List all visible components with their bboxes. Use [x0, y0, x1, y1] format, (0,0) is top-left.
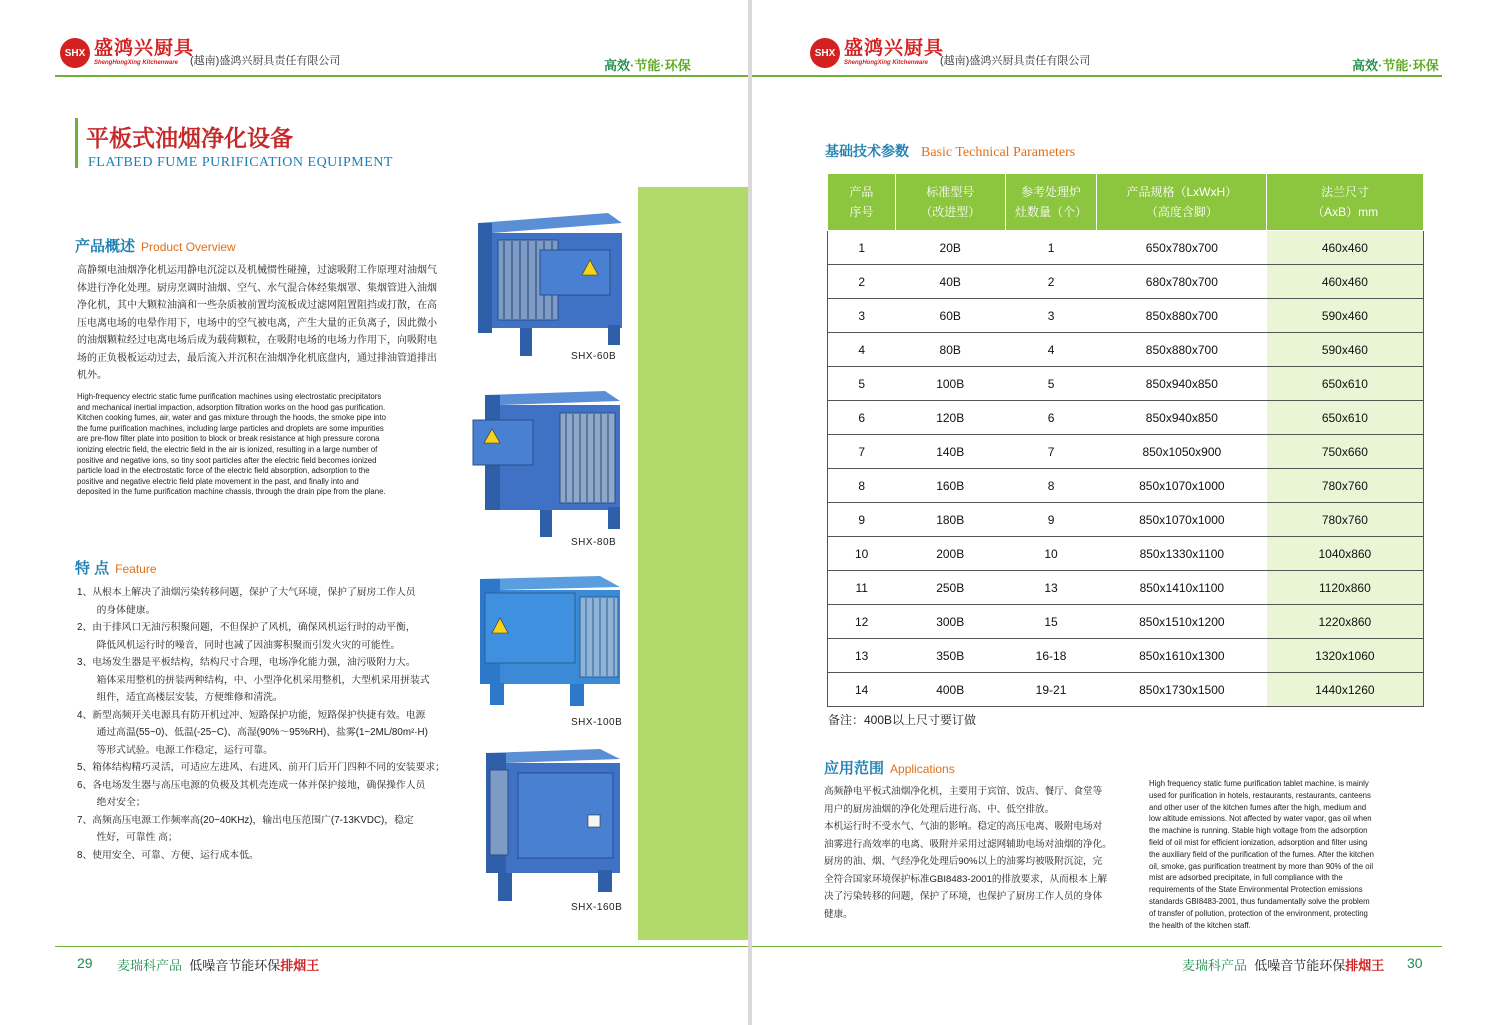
table-row — [828, 265, 1424, 299]
table-cell: 9 — [1005, 503, 1097, 537]
text-line: 的油烟颗粒经过电离电场后成为载荷颗粒，在吸附电场的电场力作用下，向吸附电 — [77, 335, 437, 346]
table-header-cell — [1005, 174, 1097, 231]
header-line: 序号 — [849, 205, 874, 219]
page-title: 平板式油烟净化设备 — [86, 125, 293, 151]
table-row — [828, 605, 1424, 639]
right-page — [752, 0, 1500, 1025]
table-cell: 5 — [828, 367, 896, 401]
table-cell: 1320x1060 — [1267, 639, 1424, 673]
table-cell: 9 — [828, 503, 896, 537]
overview-text-cn — [77, 262, 467, 385]
text-line: 6、各电场发生器与高压电源的负极及其机壳连成一体并保护接地，确保操作人员 — [77, 779, 426, 791]
table-row — [828, 469, 1424, 503]
text-line: field of oil mist for efficient ionization, adsorption and filter using — [1149, 837, 1368, 847]
table-cell: 14 — [828, 673, 896, 707]
page-subtitle: FLATBED FUME PURIFICATION EQUIPMENT — [88, 155, 393, 170]
page-number: 29 — [77, 955, 93, 971]
table-cell: 400B — [895, 673, 1005, 707]
table-cell: 650x780x700 — [1097, 231, 1267, 265]
table-row — [828, 367, 1424, 401]
table-cell: 13 — [1005, 571, 1097, 605]
slogan: 高效·节能·环保 — [1352, 58, 1439, 73]
table-row — [828, 231, 1424, 265]
text-line: used for purification in hotels, restaurants, restaurants, canteens — [1149, 790, 1371, 800]
table-header-cell — [828, 174, 896, 231]
table-cell: 6 — [1005, 401, 1097, 435]
brand-logo — [60, 38, 194, 68]
table-header-cell — [1097, 174, 1267, 231]
text-line: standards GBI8483-2001, thus fundamentally solve the problem — [1149, 896, 1370, 906]
table-cell: 650x610 — [1267, 401, 1424, 435]
footer-text: 麦瑞科产品 低噪音节能环保排烟王 — [1182, 958, 1385, 973]
footer-rule — [55, 946, 748, 947]
text-line: 场的正负极板运动过去，最后流入并沉积在油烟净化机底盘内，通过排油管道排出 — [77, 352, 437, 364]
text-line: 全符合国家环境保护标准GBI8483-2001的排放要求，从而根本上解 — [824, 873, 1108, 885]
table-cell: 850x1050x900 — [1097, 435, 1267, 469]
header-line: （高度含脚） — [1145, 205, 1218, 219]
table-cell: 6 — [828, 401, 896, 435]
table-cell: 750x660 — [1267, 435, 1424, 469]
table-cell: 590x460 — [1267, 333, 1424, 367]
table-cell: 12 — [828, 605, 896, 639]
text-line: 的身体健康。 — [77, 604, 156, 616]
table-header-cell — [895, 174, 1005, 231]
text-line: 2、由于排风口无油污积聚问题，不但保护了风机，确保风机运行时的动平衡， — [77, 622, 416, 633]
page-number: 30 — [1407, 955, 1423, 971]
applications-text-cn — [824, 783, 1142, 923]
table-row — [828, 435, 1424, 469]
text-line: Kitchen cooking fumes, air, water and gas mixture through the hoods, the smoke pipe into — [77, 413, 387, 423]
applications-text-en — [1149, 778, 1431, 931]
text-line: the auxiliary field of the purification of the fumes. After the kitchen — [1149, 849, 1374, 859]
table-cell: 4 — [1005, 333, 1097, 367]
table-row — [828, 673, 1424, 707]
text-line: 决了污染转移的问题，保护了环境，也保护了厨房工作人员的身体 — [824, 891, 1103, 902]
table-cell: 850x1070x1000 — [1097, 503, 1267, 537]
table-cell: 850x1070x1000 — [1097, 469, 1267, 503]
header-rule — [55, 75, 748, 77]
text-line: 厨房的油、烟、气经净化处理后90%以上的油雾均被吸附沉淀，完 — [824, 856, 1103, 867]
title-accent — [75, 118, 78, 168]
machine-shx-60b-image — [470, 205, 630, 360]
text-line: 性好，可靠性 高； — [77, 832, 178, 843]
table-cell: 10 — [828, 537, 896, 571]
table-cell: 8 — [828, 469, 896, 503]
text-line: 5、箱体结构精巧灵活，可适应左进风、右进风、前开门后开门四种不同的安装要求； — [77, 762, 445, 773]
text-line: of transfer of pollution, protection of the environment, protecting — [1149, 908, 1368, 918]
text-line: deposited in the fume purification machine chassis, through the drain pipe from the plane. — [77, 487, 386, 497]
table-cell: 680x780x700 — [1097, 265, 1267, 299]
table-cell: 100B — [895, 367, 1005, 401]
table-cell: 460x460 — [1267, 265, 1424, 299]
table-cell: 850x940x850 — [1097, 401, 1267, 435]
logo-mark-icon: SHX — [60, 38, 90, 68]
table-cell: 590x460 — [1267, 299, 1424, 333]
text-line: 7、高频高压电源工作频率高(20~40KHz)，输出电压范围广(7-13KVDC)，稳定 — [77, 814, 414, 826]
text-line: 等形式试验。电源工作稳定，运行可靠。 — [77, 744, 273, 756]
table-cell: 200B — [895, 537, 1005, 571]
machine-label: SHX-160B — [571, 902, 623, 913]
table-cell: 7 — [1005, 435, 1097, 469]
table-cell: 7 — [828, 435, 896, 469]
table-cell: 1440x1260 — [1267, 673, 1424, 707]
table-row — [828, 503, 1424, 537]
text-line: 3、电场发生器是平板结构，结构尺寸合理，电场净化能力强，油污吸附力大。 — [77, 657, 416, 668]
text-line: 高频静电平板式油烟净化机，主要用于宾馆、饭店、餐厅、食堂等 — [824, 786, 1103, 797]
text-line: 8、使用安全、可靠、方便、运行成本低。 — [77, 849, 259, 861]
green-accent-block — [638, 187, 748, 940]
table-cell: 4 — [828, 333, 896, 367]
text-line: the health of the kitchen staff. — [1149, 920, 1251, 930]
table-cell: 3 — [1005, 299, 1097, 333]
table-cell: 40B — [895, 265, 1005, 299]
text-line: 箱体采用整机的拼装两种结构，中、小型净化机采用整机，大型机采用拼装式 — [77, 674, 430, 686]
text-line: the machine is running. Stable high voltage from the adsorption — [1149, 826, 1368, 836]
table-cell: 850x1730x1500 — [1097, 673, 1267, 707]
machine-shx-100b-image — [470, 573, 630, 713]
text-line: the fume purification machines, including large particles and droplets are some impurities — [77, 423, 384, 433]
table-cell: 140B — [895, 435, 1005, 469]
logo-mark-icon: SHX — [810, 38, 840, 68]
header-line: 灶数量（个） — [1015, 205, 1088, 219]
text-line: 净化机，其中大颗粒油滴和一些杂质被前置均流板成过滤网阻置阻挡或打散，在高 — [77, 300, 437, 311]
machine-label: SHX-100B — [571, 717, 623, 728]
text-line: particle load in the electrostatic force of the electric field absorption, adsorption to the — [77, 466, 370, 476]
text-line: mist are adsorbed precipitate, in full compliance with the — [1149, 873, 1343, 883]
logo-en: ShengHongXing Kitchenware — [844, 60, 929, 66]
header-line: 参考处理炉 — [1021, 185, 1082, 199]
table-cell: 16-18 — [1005, 639, 1097, 673]
table-cell: 1220x860 — [1267, 605, 1424, 639]
overview-heading: 产品概述 Product Overview — [75, 238, 236, 255]
table-row — [828, 639, 1424, 673]
machine-label: SHX-60B — [571, 351, 617, 362]
table-cell: 3 — [828, 299, 896, 333]
table-header-cell — [1267, 174, 1424, 231]
table-cell: 19-21 — [1005, 673, 1097, 707]
table-cell: 1 — [828, 231, 896, 265]
table-cell: 850x1610x1300 — [1097, 639, 1267, 673]
text-line: and other user of the kitchen fumes after the high, medium and — [1149, 802, 1367, 812]
table-cell: 1120x860 — [1267, 571, 1424, 605]
applications-heading: 应用范围 Applications — [824, 760, 955, 777]
header-line: 产品规格（LxWxH） — [1126, 185, 1238, 199]
table-cell: 20B — [895, 231, 1005, 265]
tech-params-heading: 基础技术参数 Basic Technical Parameters — [825, 143, 1076, 160]
header-line: 法兰尺寸 — [1321, 185, 1370, 199]
table-cell: 120B — [895, 401, 1005, 435]
text-line: ionizing electric field, the electric field in the air is ionized, resulting in a large number of — [77, 444, 378, 454]
machine-shx-160b-image — [478, 745, 628, 905]
company-name: (越南)盛鸿兴厨具责任有限公司 — [190, 55, 341, 67]
table-cell: 80B — [895, 333, 1005, 367]
text-line: are pre-flow filter plate into position to block or break resistance at high pressure corona — [77, 434, 380, 444]
text-line: 高静频电油烟净化机运用静电沉淀以及机械惯性碰撞，过滤吸附工作原理对油烟气 — [77, 265, 437, 276]
header-line: 标准型号 — [926, 185, 975, 199]
logo-cn: 盛鸿兴厨具 — [844, 38, 945, 59]
text-line: 4、新型高频开关电源具有防开机过冲、短路保护功能，短路保护快捷有效。电源 — [77, 709, 426, 721]
table-cell: 5 — [1005, 367, 1097, 401]
text-line: 本机运行时不受水气、气油的影响。稳定的高压电离、吸附电场对 — [824, 821, 1103, 832]
table-cell: 60B — [895, 299, 1005, 333]
left-page — [0, 0, 748, 1025]
text-line: 机外。 — [77, 370, 107, 381]
text-line: 1、从根本上解决了油烟污染转移问题，保护了大气环境，保护了厨房工作人员 — [77, 587, 416, 598]
text-line: positive and negative ions, so tiny soot particles after the electric field becomes ionized — [77, 455, 377, 465]
params-table — [827, 173, 1424, 707]
table-row — [828, 401, 1424, 435]
table-cell: 10 — [1005, 537, 1097, 571]
table-cell: 850x940x850 — [1097, 367, 1267, 401]
machine-label: SHX-80B — [571, 537, 617, 548]
table-cell: 850x1410x1100 — [1097, 571, 1267, 605]
table-cell: 300B — [895, 605, 1005, 639]
text-line: 体进行净化处理。厨房烹调时油烟、空气、水气混合体经集烟罩、集烟管进入油烟 — [77, 282, 437, 294]
table-cell: 15 — [1005, 605, 1097, 639]
text-line: 组件，适宜高楼层安装，方便维修和清洗。 — [77, 692, 283, 703]
footer-text: 麦瑞科产品 低噪音节能环保排烟王 — [117, 958, 320, 973]
text-line: 通过高温(55~0)、低温(-25~C)、高湿(90%～95%RH)、盐雾(1~2ML/80m²·H) — [77, 727, 428, 738]
header-rule — [752, 75, 1442, 77]
table-cell: 350B — [895, 639, 1005, 673]
table-row — [828, 333, 1424, 367]
text-line: High-frequency electric static fume purification machines using electrostatic precipitators — [77, 392, 382, 401]
table-note: 备注：400B以上尺寸要订做 — [828, 713, 977, 727]
text-line: 用户的厨房油烟的净化处理后进行高、中、低空排放。 — [824, 803, 1055, 815]
table-cell: 2 — [828, 265, 896, 299]
text-line: low altitude emissions. Not affected by water vapor, gas oil when — [1149, 814, 1372, 824]
table-cell: 180B — [895, 503, 1005, 537]
table-cell: 8 — [1005, 469, 1097, 503]
feature-heading: 特 点 Feature — [75, 560, 157, 577]
table-cell: 850x880x700 — [1097, 299, 1267, 333]
table-cell: 1040x860 — [1267, 537, 1424, 571]
brand-logo — [810, 38, 944, 68]
text-line: and mechanical inertial impaction, adsorption filtration works on the hood gas purification. — [77, 402, 386, 412]
text-line: High frequency static fume purification tablet machine, is mainly — [1149, 779, 1369, 788]
text-line: 降低风机运行时的噪音，同时也减了因油雾积聚而引发火灾的可能性。 — [77, 639, 401, 651]
logo-en: ShengHongXing Kitchenware — [94, 60, 179, 66]
table-cell: 2 — [1005, 265, 1097, 299]
text-line: 压电离电场的电晕作用下，电场中的空气被电离，产生大量的正负离子，因此微小 — [77, 317, 437, 329]
table-cell: 780x760 — [1267, 503, 1424, 537]
text-line: requirements of the State Environmental Protection emissions — [1149, 885, 1363, 895]
overview-text-en — [77, 392, 477, 498]
logo-cn: 盛鸿兴厨具 — [94, 38, 195, 59]
table-row — [828, 571, 1424, 605]
text-line: 油雾进行高效率的电离、吸附并采用过滤网辅助电场对油烟的净化。 — [824, 838, 1112, 850]
table-cell: 460x460 — [1267, 231, 1424, 265]
slogan: 高效·节能·环保 — [604, 58, 691, 73]
table-cell: 1 — [1005, 231, 1097, 265]
table-cell: 850x1330x1100 — [1097, 537, 1267, 571]
table-cell: 850x1510x1200 — [1097, 605, 1267, 639]
table-cell: 850x880x700 — [1097, 333, 1267, 367]
text-line: oil, smoke, gas purification treatment by more than 90% of the oil — [1149, 861, 1374, 871]
machine-shx-80b-image — [470, 385, 630, 540]
text-line: 绝对安全； — [77, 797, 146, 808]
table-cell: 250B — [895, 571, 1005, 605]
table-cell: 13 — [828, 639, 896, 673]
table-cell: 11 — [828, 571, 896, 605]
table-row — [828, 299, 1424, 333]
table-row — [828, 537, 1424, 571]
footer-rule — [752, 946, 1442, 947]
company-name: (越南)盛鸿兴厨具责任有限公司 — [940, 55, 1091, 67]
header-line: （改进型） — [920, 205, 981, 219]
header-line: （AxB）mm — [1312, 205, 1379, 219]
table-cell: 780x760 — [1267, 469, 1424, 503]
text-line: positive and negative electric field plate movement in the past, and finally into and — [77, 476, 359, 486]
table-cell: 650x610 — [1267, 367, 1424, 401]
header-line: 产品 — [849, 185, 874, 199]
text-line: 健康。 — [824, 908, 853, 920]
table-cell: 160B — [895, 469, 1005, 503]
feature-list — [77, 584, 477, 864]
